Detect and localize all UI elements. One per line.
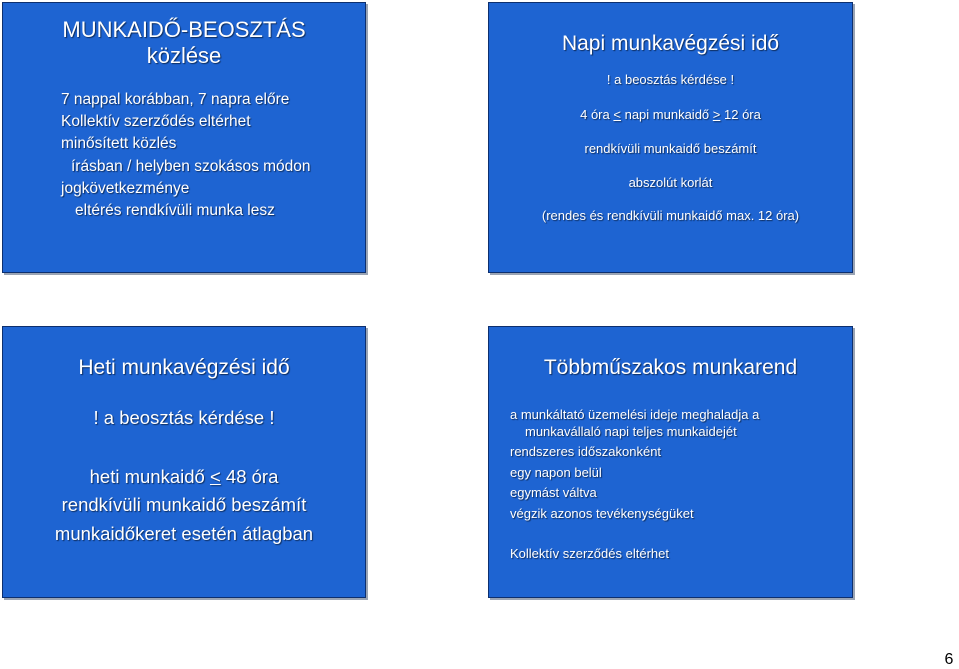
slide-title — [3, 17, 365, 69]
text-line: egymást váltva — [510, 485, 597, 500]
less-or-equal-sign: < — [209, 466, 221, 487]
text-line: munkaidőkeret esetén átlagban — [54, 523, 314, 544]
text-line: 4 óra < napi munkaidő > 12 óra — [580, 107, 761, 122]
text-line: rendkívüli munkaidő beszámít — [61, 494, 307, 515]
greater-or-equal-sign: > — [712, 107, 721, 122]
slide-munkaido-beosztas — [2, 2, 366, 273]
bullet-line: írásban / helyben szokásos módon — [71, 158, 311, 175]
bullet-line: jogkövetkezménye — [61, 180, 190, 197]
slide-heti-munkavegzesi-ido — [2, 326, 366, 598]
text-line: heti munkaidő < 48 óra — [89, 466, 279, 487]
bullet-line: eltérés rendkívüli munka lesz — [75, 202, 275, 219]
less-or-equal-sign: < — [613, 107, 621, 122]
text-line: Kollektív szerződés eltérhet — [510, 546, 669, 561]
text-line: rendkívüli munkaidő beszámít — [584, 141, 757, 156]
text-line: rendszeres időszakonként — [510, 444, 662, 459]
bullet-line: 7 nappal korábban, 7 napra előre — [61, 91, 290, 108]
bullet-line: minősített közlés — [61, 135, 177, 152]
text-line: munkavállaló napi teljes munkaidejét — [525, 424, 737, 439]
slide-title: Többműszakos munkarend — [543, 356, 798, 379]
text-line: a munkáltató üzemelési ideje meghaladja a — [510, 407, 760, 422]
title-line-1: MUNKAIDŐ-BEOSZTÁS — [62, 17, 306, 42]
bullet-line: Kollektív szerződés eltérhet — [61, 113, 251, 130]
slide-napi-munkavegzesi-ido — [488, 2, 853, 273]
title-line-2: közlése — [146, 43, 222, 68]
text-line: (rendes és rendkívüli munkaidő max. 12 óra) — [541, 208, 800, 223]
text-line: ! a beosztás kérdése ! — [606, 72, 735, 87]
slide-tobbmuszakos-munkarend — [488, 326, 853, 598]
slide-title: Napi munkavégzési idő — [561, 32, 780, 55]
page-number: 6 — [944, 651, 954, 668]
slide-title: Heti munkavégzési idő — [78, 356, 290, 379]
text-line: ! a beosztás kérdése ! — [93, 407, 275, 428]
text-line: egy napon belül — [510, 465, 602, 480]
text-line: végzik azonos tevékenységüket — [510, 506, 694, 521]
text-line: abszolút korlát — [628, 175, 713, 190]
